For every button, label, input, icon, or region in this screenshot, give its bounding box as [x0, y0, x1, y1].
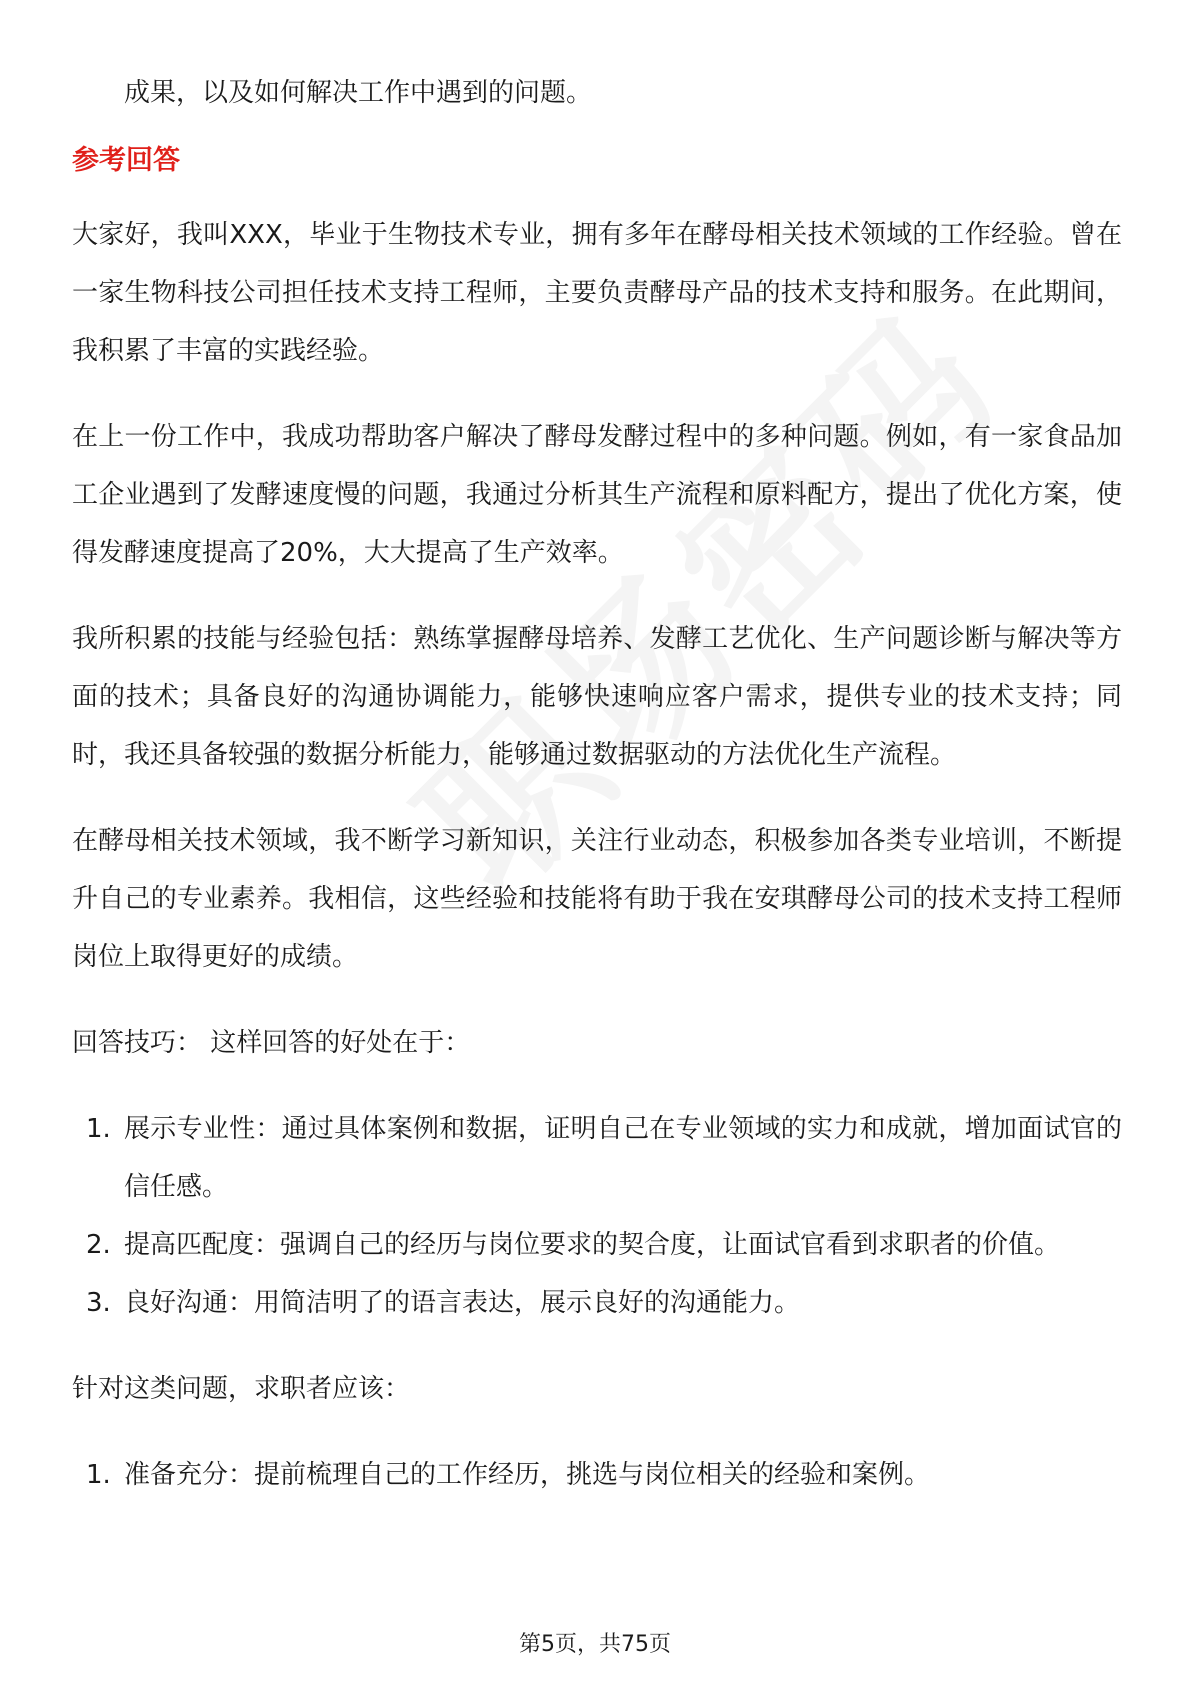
list-number: 3. [86, 1288, 111, 1318]
section-title: 参考回答 [72, 145, 180, 176]
answer-paragraph-4: 在酵母相关技术领域，我不断学习新知识，关注行业动态，积极参加各类专业培训，不断提升自己的专业素养。我相信，这些经验和技能将有助于我在安琪酵母公司的技术支持工程师岗位上取得更好的成绩。 [72, 826, 1122, 972]
document-content [72, 64, 1122, 1532]
list-text: 良好沟通：用简洁明了的语言表达，展示良好的沟通能力。 [124, 1288, 801, 1318]
advice-list [72, 1446, 1122, 1504]
list-item [72, 1216, 1122, 1274]
list-item [72, 1446, 1122, 1504]
continuation-text: 成果，以及如何解决工作中遇到的问题。 [124, 78, 593, 108]
tips-intro: 回答技巧： 这样回答的好处在于： [72, 1028, 471, 1058]
list-text: 展示专业性：通过具体案例和数据，证明自己在专业领域的实力和成就，增加面试官的信任感。 [124, 1114, 1122, 1202]
advice-intro: 针对这类问题，求职者应该： [72, 1374, 411, 1404]
page-number: 第5页，共75页 [519, 1632, 671, 1657]
list-item [72, 1100, 1122, 1216]
list-item [72, 1274, 1122, 1332]
list-number: 1. [86, 1114, 111, 1144]
list-text: 准备充分：提前梳理自己的工作经历，挑选与岗位相关的经验和案例。 [124, 1460, 931, 1490]
answer-paragraph-3: 我所积累的技能与经验包括：熟练掌握酵母培养、发酵工艺优化、生产问题诊断与解决等方面的技术；具备良好的沟通协调能力，能够快速响应客户需求，提供专业的技术支持；同时，我还具备较强的数据分析能力，能够通过数据驱动的方法优化生产流程。 [72, 624, 1122, 770]
list-text: 提高匹配度：强调自己的经历与岗位要求的契合度，让面试官看到求职者的价值。 [124, 1230, 1061, 1260]
tips-list [72, 1100, 1122, 1332]
answer-paragraph-1: 大家好，我叫XXX，毕业于生物技术专业，拥有多年在酵母相关技术领域的工作经验。曾在一家生物科技公司担任技术支持工程师，主要负责酵母产品的技术支持和服务。在此期间，我积累了丰富的实践经验。 [72, 220, 1122, 366]
list-number: 1. [86, 1460, 111, 1490]
list-number: 2. [86, 1230, 111, 1260]
answer-paragraph-2: 在上一份工作中，我成功帮助客户解决了酵母发酵过程中的多种问题。例如，有一家食品加工企业遇到了发酵速度慢的问题，我通过分析其生产流程和原料配方，提出了优化方案，使得发酵速度提高了20%，大大提高了生产效率。 [72, 422, 1122, 568]
